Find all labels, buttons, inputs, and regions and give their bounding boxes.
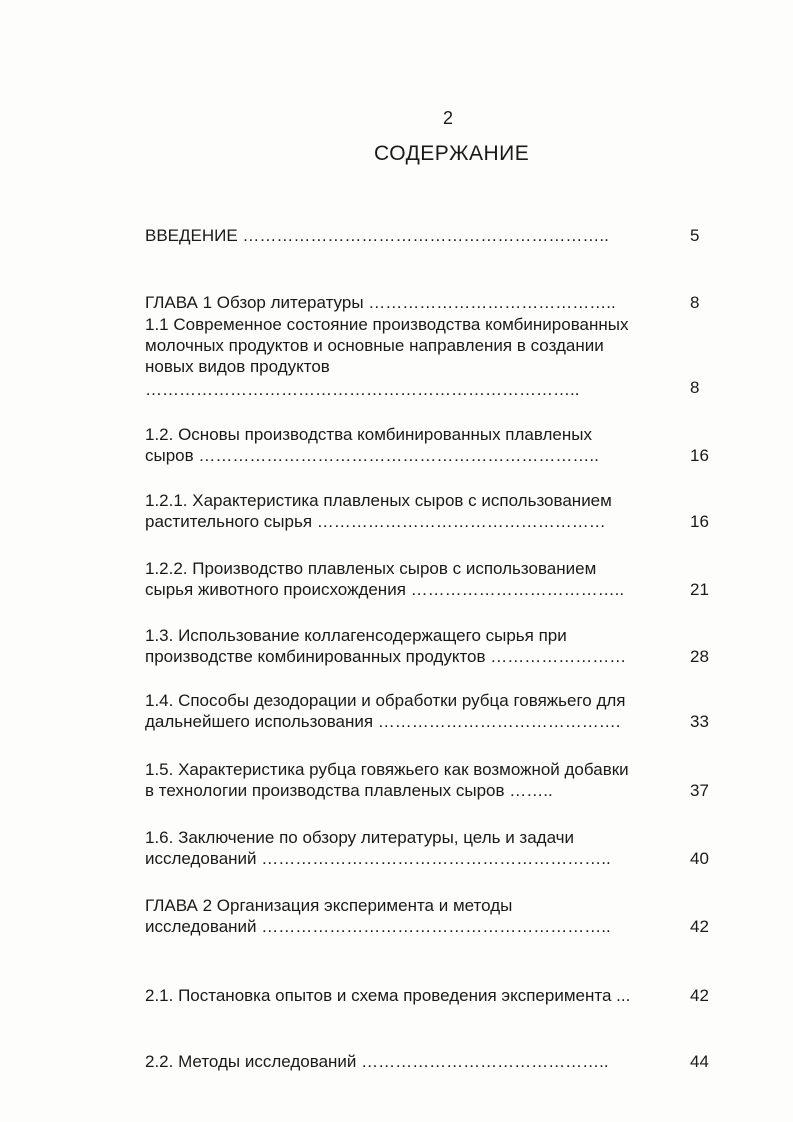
- page-number-text: 2: [443, 108, 454, 128]
- toc-entry-chapter-1[interactable]: [145, 292, 675, 313]
- toc-entry-last-line: ВВЕДЕНИЕ ………………………………………………………..: [145, 226, 609, 245]
- toc-entry-line: молочных продуктов и основные направления в создании: [145, 336, 604, 355]
- toc-entry-last-line: 2.1. Постановка опытов и схема проведения эксперимента ...: [145, 986, 631, 1005]
- toc-entry-last-line: растительного сырья ……………………………………………: [145, 512, 606, 531]
- toc-page-ref: 44: [690, 1052, 709, 1071]
- toc-entry-last-line: дальнейшего использования …………………………………….: [145, 712, 621, 731]
- toc-page-ref: 42: [690, 917, 709, 936]
- toc-page-ref: 42: [690, 986, 709, 1005]
- toc-entry-1-2-2[interactable]: [145, 558, 675, 600]
- toc-page-ref: 5: [690, 226, 700, 245]
- toc-entry-chapter-2[interactable]: [145, 895, 675, 937]
- toc-page-ref: 16: [690, 512, 709, 531]
- toc-page-ref: 21: [690, 580, 709, 599]
- toc-entry-last-line: сыров ……………………………………………………………..: [145, 446, 599, 465]
- toc-entry-introduction[interactable]: [145, 225, 675, 246]
- toc-entry-last-line: …………………………………………………………………..: [145, 380, 580, 399]
- toc-entry-last-line: исследований ……………………………………………………..: [145, 849, 611, 868]
- toc-page-ref: 8: [690, 378, 700, 397]
- toc-entry-1-5[interactable]: [145, 759, 675, 801]
- toc-entry-1-2-1[interactable]: [145, 490, 675, 532]
- toc-entry-1-1[interactable]: [145, 314, 675, 400]
- toc-entry-last-line: 2.2. Методы исследований ……………………………………..: [145, 1052, 609, 1071]
- toc-entry-line: 1.2.1. Характеристика плавленых сыров с использованием: [145, 491, 612, 510]
- toc-entry-line: 1.6. Заключение по обзору литературы, цель и задачи: [145, 828, 575, 847]
- toc-entry-1-6[interactable]: [145, 827, 675, 869]
- toc-page-ref: 8: [690, 293, 700, 312]
- toc-page-ref: 16: [690, 446, 709, 465]
- toc-page-ref: 28: [690, 647, 709, 666]
- toc-entry-last-line: в технологии производства плавленых сыров ……..: [145, 781, 553, 800]
- toc-page-ref: 37: [690, 781, 709, 800]
- toc-entry-line: 1.4. Способы дезодорации и обработки рубца говяжьего для: [145, 691, 626, 710]
- toc-entry-1-2[interactable]: [145, 424, 675, 466]
- toc-entry-2-1[interactable]: [145, 985, 675, 1006]
- toc-page-ref: 33: [690, 712, 709, 731]
- toc-entry-line: новых видов продуктов: [145, 357, 330, 376]
- toc-entry-1-4[interactable]: [145, 690, 675, 732]
- toc-entry-line: 1.5. Характеристика рубца говяжьего как возможной добавки: [145, 760, 629, 779]
- toc-entry-line: 1.1 Современное состояние производства комбинированных: [145, 315, 629, 334]
- toc-entry-line: 1.2. Основы производства комбинированных плавленых: [145, 425, 592, 444]
- toc-entry-line: 1.2.2. Производство плавленых сыров с использованием: [145, 559, 597, 578]
- toc-entry-2-2[interactable]: [145, 1051, 675, 1072]
- toc-entry-1-3[interactable]: [145, 625, 675, 667]
- toc-entry-last-line: сырья животного происхождения ………………………………..: [145, 580, 625, 599]
- toc-entry-last-line: ГЛАВА 1 Обзор литературы ……………………………………..: [145, 293, 616, 312]
- toc-entry-line: 1.3. Использование коллагенсодержащего сырья при: [145, 626, 567, 645]
- page-title: СОДЕРЖАНИЕ: [374, 142, 530, 165]
- toc-page-ref: 40: [690, 849, 709, 868]
- toc-entry-line: ГЛАВА 2 Организация эксперимента и методы: [145, 896, 513, 915]
- toc-entry-last-line: производстве комбинированных продуктов ……………………: [145, 647, 627, 666]
- toc-entry-last-line: исследований ……………………………………………………..: [145, 917, 611, 936]
